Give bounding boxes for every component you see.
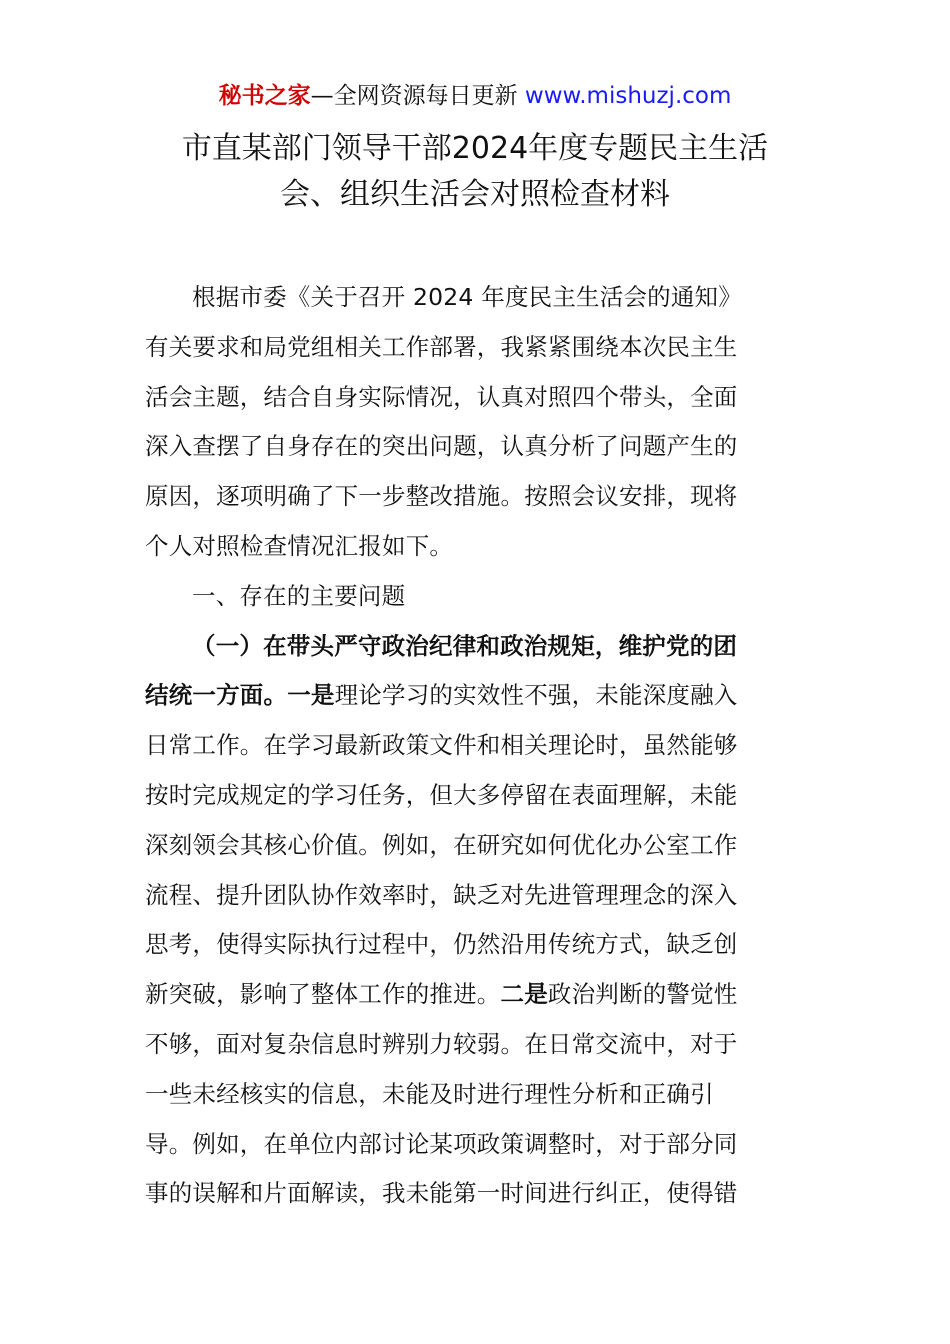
- site-brand: 秘书之家: [218, 83, 311, 109]
- paragraph-line: 按时完成规定的学习任务，但大多停留在表面理解，未能: [145, 780, 738, 809]
- paragraph-line: 有关要求和局党组相关工作部署，我紧紧围绕本次民主生: [145, 332, 738, 361]
- paragraph-line: 日常工作。在学习最新政策文件和相关理论时，虽然能够: [145, 731, 738, 760]
- paragraph-line: 个人对照检查情况汇报如下。: [145, 531, 454, 560]
- paragraph-line: [145, 671, 807, 721]
- subsection-heading-end: 结统一方面。: [145, 681, 288, 710]
- point-label: 二是: [500, 980, 548, 1009]
- paragraph-line: 思考，使得实际执行过程中，仍然沿用传统方式，缺乏创: [145, 930, 738, 959]
- section-heading: 一、存在的主要问题: [192, 581, 406, 610]
- paragraph-line: 导。例如，在单位内部讨论某项政策调整时，对于部分同: [145, 1129, 738, 1158]
- document-body: [145, 273, 807, 1219]
- paragraph-line: 深入查摆了自身存在的突出问题，认真分析了问题产生的: [145, 432, 738, 461]
- paragraph-line: 不够，面对复杂信息时辨别力较弱。在日常交流中，对于: [145, 1029, 738, 1058]
- paragraph-line: 一些未经核实的信息，未能及时进行理性分析和正确引: [145, 1079, 714, 1108]
- paragraph-line: 流程、提升团队协作效率时，缺乏对先进管理理念的深入: [145, 880, 738, 909]
- site-tagline: —全网资源每日更新: [310, 83, 518, 109]
- document-title: [145, 126, 805, 218]
- paragraph-text: 政治判断的警觉性: [547, 980, 738, 1009]
- paragraph-line: 事的误解和片面解读，我未能第一时间进行纠正，使得错: [145, 1179, 738, 1208]
- subsection-heading: （一）在带头严守政治纪律和政治规矩，维护党的团: [192, 631, 738, 660]
- paragraph-line: 原因，逐项明确了下一步整改措施。按照会议安排，现将: [145, 482, 738, 511]
- site-url-link[interactable]: www.mishuzj.com: [524, 83, 732, 109]
- paragraph-text: 理论学习的实效性不强，未能深度融入: [334, 681, 738, 710]
- document-title-line-2: 会、组织生活会对照检查材料: [280, 177, 670, 212]
- paragraph-line: 活会主题，结合自身实际情况，认真对照四个带头，全面: [145, 382, 738, 411]
- paragraph-line: [145, 970, 807, 1020]
- paragraph-line: 根据市委《关于召开 2024 年度民主生活会的通知》: [192, 283, 742, 311]
- document-title-line-1: 市直某部门领导干部2024年度专题民主生活: [181, 131, 769, 166]
- paragraph-text: 新突破，影响了整体工作的推进。: [145, 980, 501, 1009]
- site-banner: [0, 80, 950, 112]
- paragraph-line: 深刻领会其核心价值。例如，在研究如何优化办公室工作: [145, 830, 738, 859]
- point-label: 一是: [287, 681, 335, 710]
